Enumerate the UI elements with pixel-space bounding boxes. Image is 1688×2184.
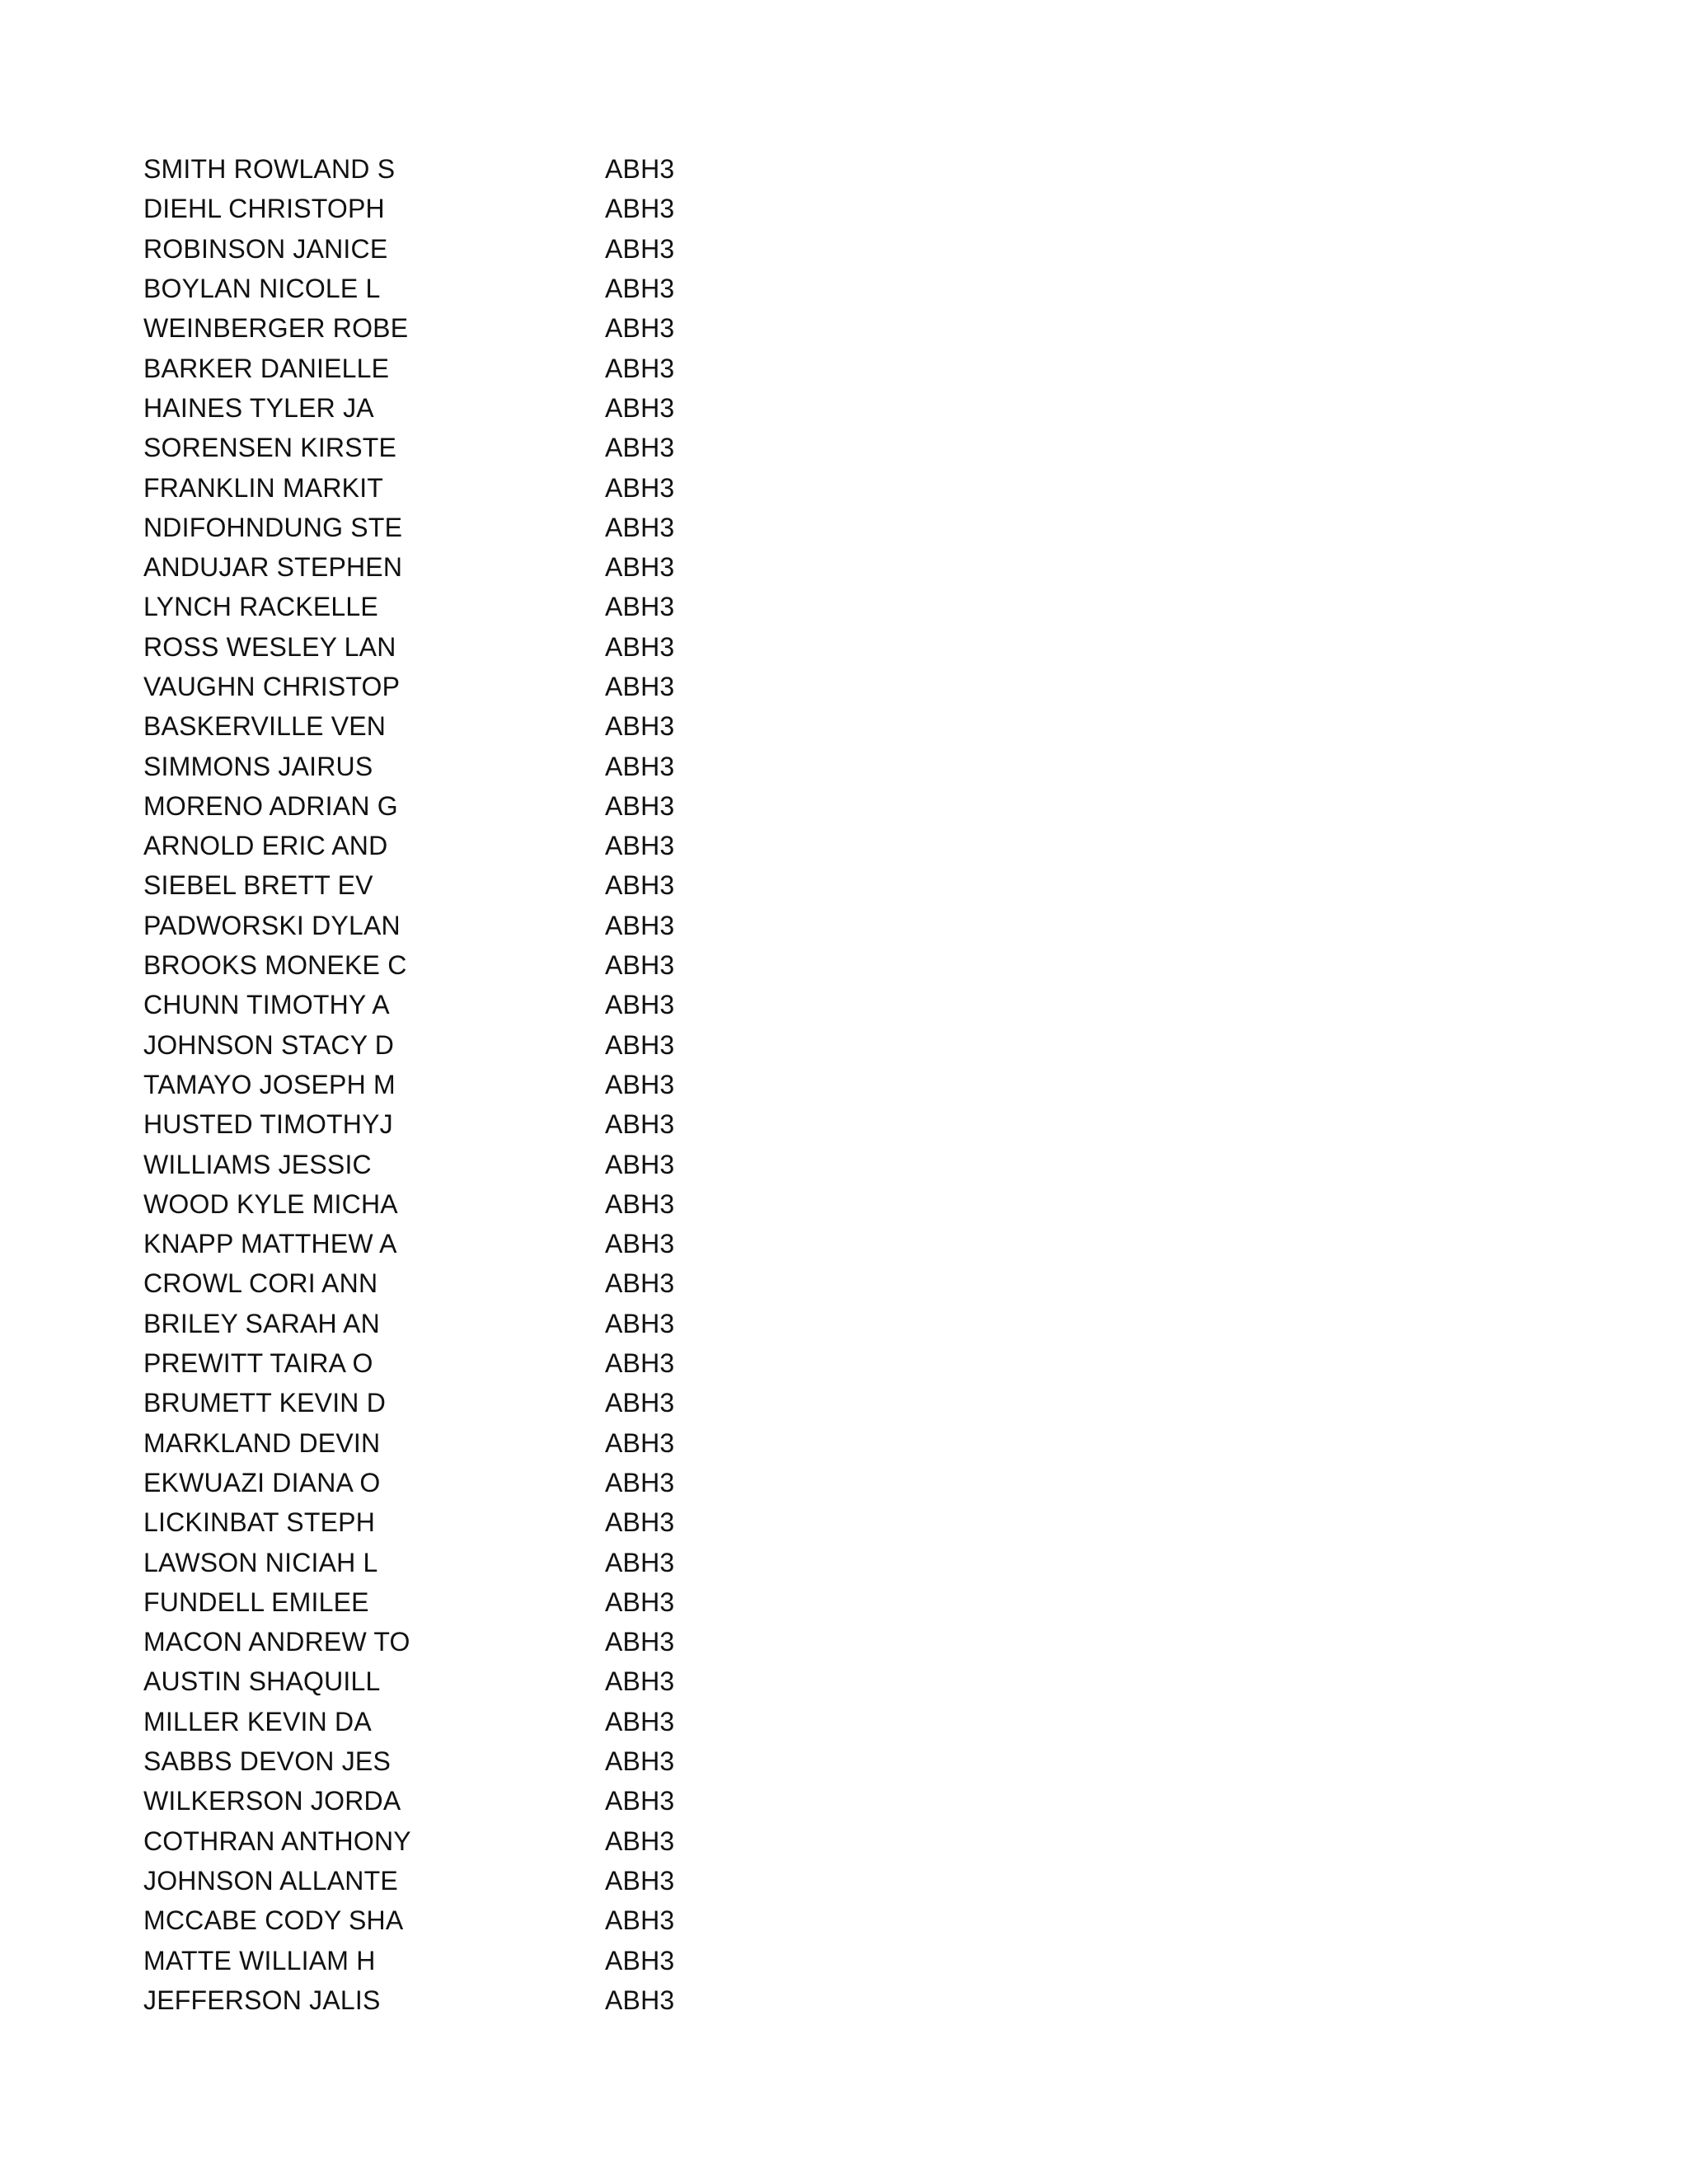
person-name: FRANKLIN MARKIT <box>143 472 384 503</box>
list-item <box>143 587 885 626</box>
list-item <box>143 467 885 507</box>
list-item <box>143 1383 885 1422</box>
code-value: ABH3 <box>605 472 675 503</box>
code-value: ABH3 <box>605 1627 675 1657</box>
code-value: ABH3 <box>605 1149 675 1179</box>
person-name: CROWL CORI ANN <box>143 1268 378 1299</box>
list-item <box>143 1463 885 1502</box>
code-value: ABH3 <box>605 154 675 185</box>
person-name: SIMMONS JAIRUS <box>143 751 373 781</box>
roster-list <box>143 149 885 2020</box>
code-value: ABH3 <box>605 1229 675 1259</box>
code-value: ABH3 <box>605 512 675 542</box>
list-item <box>143 1781 885 1821</box>
person-name: MATTE WILLIAM H <box>143 1945 376 1975</box>
list-item <box>143 826 885 865</box>
code-value: ABH3 <box>605 1865 675 1896</box>
person-name: ARNOLD ERIC AND <box>143 831 388 861</box>
code-value: ABH3 <box>605 1109 675 1140</box>
code-value: ABH3 <box>605 1188 675 1219</box>
code-value: ABH3 <box>605 552 675 583</box>
code-value: ABH3 <box>605 1029 675 1060</box>
list-item <box>143 1661 885 1701</box>
list-item <box>143 1104 885 1144</box>
code-value: ABH3 <box>605 711 675 742</box>
list-item <box>143 1304 885 1343</box>
person-name: VAUGHN CHRISTOP <box>143 672 401 701</box>
code-value: ABH3 <box>605 353 675 383</box>
person-name: BRUMETT KEVIN D <box>143 1388 386 1418</box>
code-value: ABH3 <box>605 790 675 821</box>
person-name: ROSS WESLEY LAN <box>143 631 396 662</box>
list-item <box>143 348 885 387</box>
person-name: BROOKS MONEKE C <box>143 950 407 981</box>
code-value: ABH3 <box>605 990 675 1020</box>
list-item <box>143 1582 885 1622</box>
list-item <box>143 1224 885 1263</box>
list-item <box>143 269 885 308</box>
list-item <box>143 149 885 189</box>
code-value: ABH3 <box>605 1786 675 1816</box>
code-value: ABH3 <box>605 831 675 861</box>
code-value: ABH3 <box>605 870 675 901</box>
list-item <box>143 706 885 746</box>
list-item <box>143 229 885 269</box>
code-value: ABH3 <box>605 1467 675 1497</box>
person-name: DIEHL CHRISTOPH <box>143 194 385 224</box>
code-value: ABH3 <box>605 910 675 940</box>
person-name: MORENO ADRIAN G <box>143 790 398 821</box>
person-name: BASKERVILLE VEN <box>143 711 387 742</box>
list-item <box>143 547 885 587</box>
code-value: ABH3 <box>605 1348 675 1379</box>
code-value: ABH3 <box>605 592 675 622</box>
code-value: ABH3 <box>605 194 675 224</box>
list-item <box>143 906 885 945</box>
person-name: LYNCH RACKELLE <box>143 592 378 622</box>
person-name: WEINBERGER ROBE <box>143 313 409 344</box>
code-value: ABH3 <box>605 631 675 662</box>
code-value: ABH3 <box>605 1586 675 1617</box>
list-item <box>143 1980 885 2020</box>
list-item <box>143 1861 885 1900</box>
code-value: ABH3 <box>605 1905 675 1936</box>
code-value: ABH3 <box>605 313 675 344</box>
list-item <box>143 985 885 1024</box>
code-value: ABH3 <box>605 1547 675 1577</box>
person-name: ROBINSON JANICE <box>143 233 388 264</box>
list-item <box>143 1702 885 1741</box>
code-value: ABH3 <box>605 1985 675 2015</box>
code-value: ABH3 <box>605 950 675 981</box>
person-name: MACON ANDREW TO <box>143 1627 410 1657</box>
list-item <box>143 1940 885 1980</box>
list-item <box>143 1502 885 1542</box>
code-value: ABH3 <box>605 1507 675 1538</box>
person-name: BOYLAN NICOLE L <box>143 274 381 304</box>
person-name: JOHNSON STACY D <box>143 1029 395 1060</box>
list-item <box>143 1144 885 1183</box>
code-value: ABH3 <box>605 433 675 463</box>
person-name: WILLIAMS JESSIC <box>143 1149 372 1179</box>
list-item <box>143 308 885 348</box>
code-value: ABH3 <box>605 1825 675 1856</box>
list-item <box>143 746 885 785</box>
person-name: NDIFOHNDUNG STE <box>143 512 403 542</box>
person-name: TAMAYO JOSEPH M <box>143 1069 396 1099</box>
person-name: CHUNN TIMOTHY A <box>143 990 390 1020</box>
code-value: ABH3 <box>605 672 675 701</box>
code-value: ABH3 <box>605 1388 675 1418</box>
code-value: ABH3 <box>605 1308 675 1338</box>
person-name: WOOD KYLE MICHA <box>143 1188 398 1219</box>
person-name: MILLER KEVIN DA <box>143 1706 372 1736</box>
code-value: ABH3 <box>605 274 675 304</box>
person-name: SMITH ROWLAND S <box>143 154 396 185</box>
person-name: AUSTIN SHAQUILL <box>143 1666 381 1697</box>
list-item <box>143 945 885 985</box>
code-value: ABH3 <box>605 392 675 423</box>
person-name: PADWORSKI DYLAN <box>143 910 401 940</box>
person-name: LAWSON NICIAH L <box>143 1547 378 1577</box>
list-item <box>143 1542 885 1582</box>
list-item <box>143 189 885 228</box>
code-value: ABH3 <box>605 1706 675 1736</box>
person-name: WILKERSON JORDA <box>143 1786 401 1816</box>
person-name: SORENSEN KIRSTE <box>143 433 397 463</box>
list-item <box>143 786 885 826</box>
list-item <box>143 1343 885 1383</box>
person-name: LICKINBAT STEPH <box>143 1507 375 1538</box>
person-name: HAINES TYLER JA <box>143 392 374 423</box>
list-item <box>143 1065 885 1104</box>
list-item <box>143 1184 885 1224</box>
list-item <box>143 1423 885 1463</box>
person-name: BRILEY SARAH AN <box>143 1308 380 1338</box>
person-name: MCCABE CODY SHA <box>143 1905 404 1936</box>
list-item <box>143 1263 885 1303</box>
person-name: ANDUJAR STEPHEN <box>143 552 403 583</box>
person-name: JEFFERSON JALIS <box>143 1985 381 2015</box>
code-value: ABH3 <box>605 1268 675 1299</box>
list-item <box>143 428 885 467</box>
list-item <box>143 1622 885 1661</box>
code-value: ABH3 <box>605 1666 675 1697</box>
code-value: ABH3 <box>605 1427 675 1458</box>
person-name: BARKER DANIELLE <box>143 353 390 383</box>
person-name: PREWITT TAIRA O <box>143 1348 373 1379</box>
code-value: ABH3 <box>605 233 675 264</box>
list-item <box>143 1741 885 1781</box>
list-item <box>143 388 885 428</box>
list-item <box>143 1900 885 1940</box>
list-item <box>143 627 885 667</box>
person-name: MARKLAND DEVIN <box>143 1427 381 1458</box>
person-name: HUSTED TIMOTHYJ <box>143 1109 393 1140</box>
list-item <box>143 1821 885 1860</box>
list-item <box>143 1025 885 1065</box>
list-item <box>143 508 885 547</box>
person-name: EKWUAZI DIANA O <box>143 1467 381 1497</box>
list-item <box>143 865 885 905</box>
person-name: KNAPP MATTHEW A <box>143 1229 397 1259</box>
code-value: ABH3 <box>605 1746 675 1777</box>
person-name: FUNDELL EMILEE <box>143 1586 369 1617</box>
code-value: ABH3 <box>605 1945 675 1975</box>
person-name: SIEBEL BRETT EV <box>143 870 373 901</box>
list-item <box>143 667 885 706</box>
person-name: COTHRAN ANTHONY <box>143 1825 411 1856</box>
person-name: JOHNSON ALLANTE <box>143 1865 398 1896</box>
person-name: SABBS DEVON JES <box>143 1746 391 1777</box>
code-value: ABH3 <box>605 1069 675 1099</box>
code-value: ABH3 <box>605 751 675 781</box>
